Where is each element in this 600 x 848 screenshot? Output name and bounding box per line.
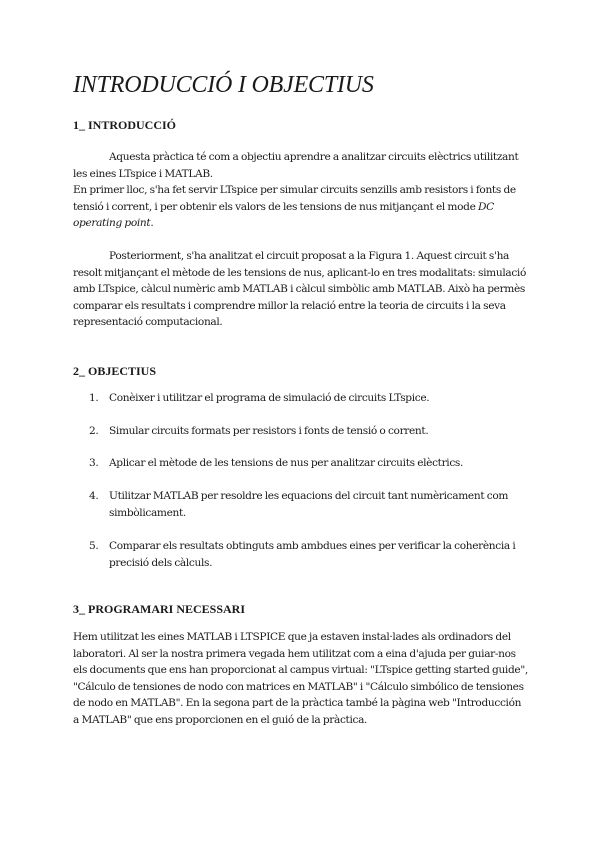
- section-heading-introduccio: 1_ INTRODUCCIÓ: [73, 118, 177, 132]
- intro-rest-italic: DC operating point: [73, 200, 494, 229]
- intro-paragraph-1-line: Aquesta pràctica té com a objectiu aprendre a analitzar circuits elèctrics utilitzant les eines LTspice i MATLAB.: [73, 151, 519, 180]
- list-item: [73, 488, 533, 523]
- list-item-text: Comparar els resultats obtinguts amb ambdues eines per verificar la coherència i precisió dels càlculs.: [109, 539, 516, 569]
- page-title: INTRODUCCIÓ I OBJECTIUS: [73, 72, 374, 98]
- list-item: [73, 455, 533, 473]
- list-item-number: 2.: [89, 424, 99, 437]
- section-heading-objectius: 2_ OBJECTIUS: [73, 364, 157, 378]
- list-item: [73, 423, 533, 441]
- list-item-text: Utilitzar MATLAB per resoldre les equacions del circuit tant numèricament com simbòlicament.: [109, 489, 509, 519]
- list-item: [73, 390, 533, 408]
- list-item-number: 5.: [89, 539, 99, 552]
- intro-paragraph-2: Posteriorment, s'ha analitzat el circuit proposat a la Figura 1. Aquest circuit s'ha resolt mitjançant el mètode de les tensions de nus, aplicant-lo en tres modalitats: simulació amb LTspice, càlcul numèric amb MATLAB i càlcul simbòlic amb MATLAB. Això ha permès comparar els resultats i comprendre millor la relació entre la teoria de circuits i la seva representació computacional.: [73, 250, 526, 328]
- list-item: [73, 538, 533, 573]
- software-paragraph: Hem utilitzat les eines MATLAB i LTSPICE que ja estaven instal·lades als ordinadors del laboratori. Al ser la nostra primera vegada hem utilitzat com a eina d'ajuda per guiar-nos els documents que ens han proporcionat al campus virtual: "LTspice getting started guide", "Cálculo de tensiones de nodo con matrices en MATLAB" i "Cálculo simbólico de tensiones de nodo en MATLAB". En la segona part de la pràctica també la pàgina web "Introducción a MATLAB" que ens proporcionen en el guió de la pràctica.: [73, 631, 528, 726]
- intro-rest-text: En primer lloc, s'ha fet servir LTspice per simular circuits senzills amb resistors i fonts de tensió i corrent, i per obtenir els valors de les tensions de nus mitjançant el mode: [73, 184, 516, 213]
- section-heading-programari: 3_ PROGRAMARI NECESSARI: [73, 602, 246, 616]
- list-item-text: Simular circuits formats per resistors i fonts de tensió o corrent.: [109, 424, 429, 437]
- list-item-number: 1.: [89, 392, 99, 404]
- list-item-text: Aplicar el mètode de les tensions de nus per analitzar circuits elèctrics.: [109, 457, 464, 469]
- list-item-number: 3.: [89, 457, 99, 469]
- list-item-number: 4.: [89, 489, 99, 502]
- intro-paragraph-1: [73, 149, 528, 232]
- intro-paragraph-1-rest: [73, 182, 528, 232]
- objectives-list: [73, 390, 533, 573]
- list-item-text: Conèixer i utilitzar el programa de simulació de circuits LTspice.: [109, 392, 430, 404]
- intro-rest-end: .: [150, 217, 154, 229]
